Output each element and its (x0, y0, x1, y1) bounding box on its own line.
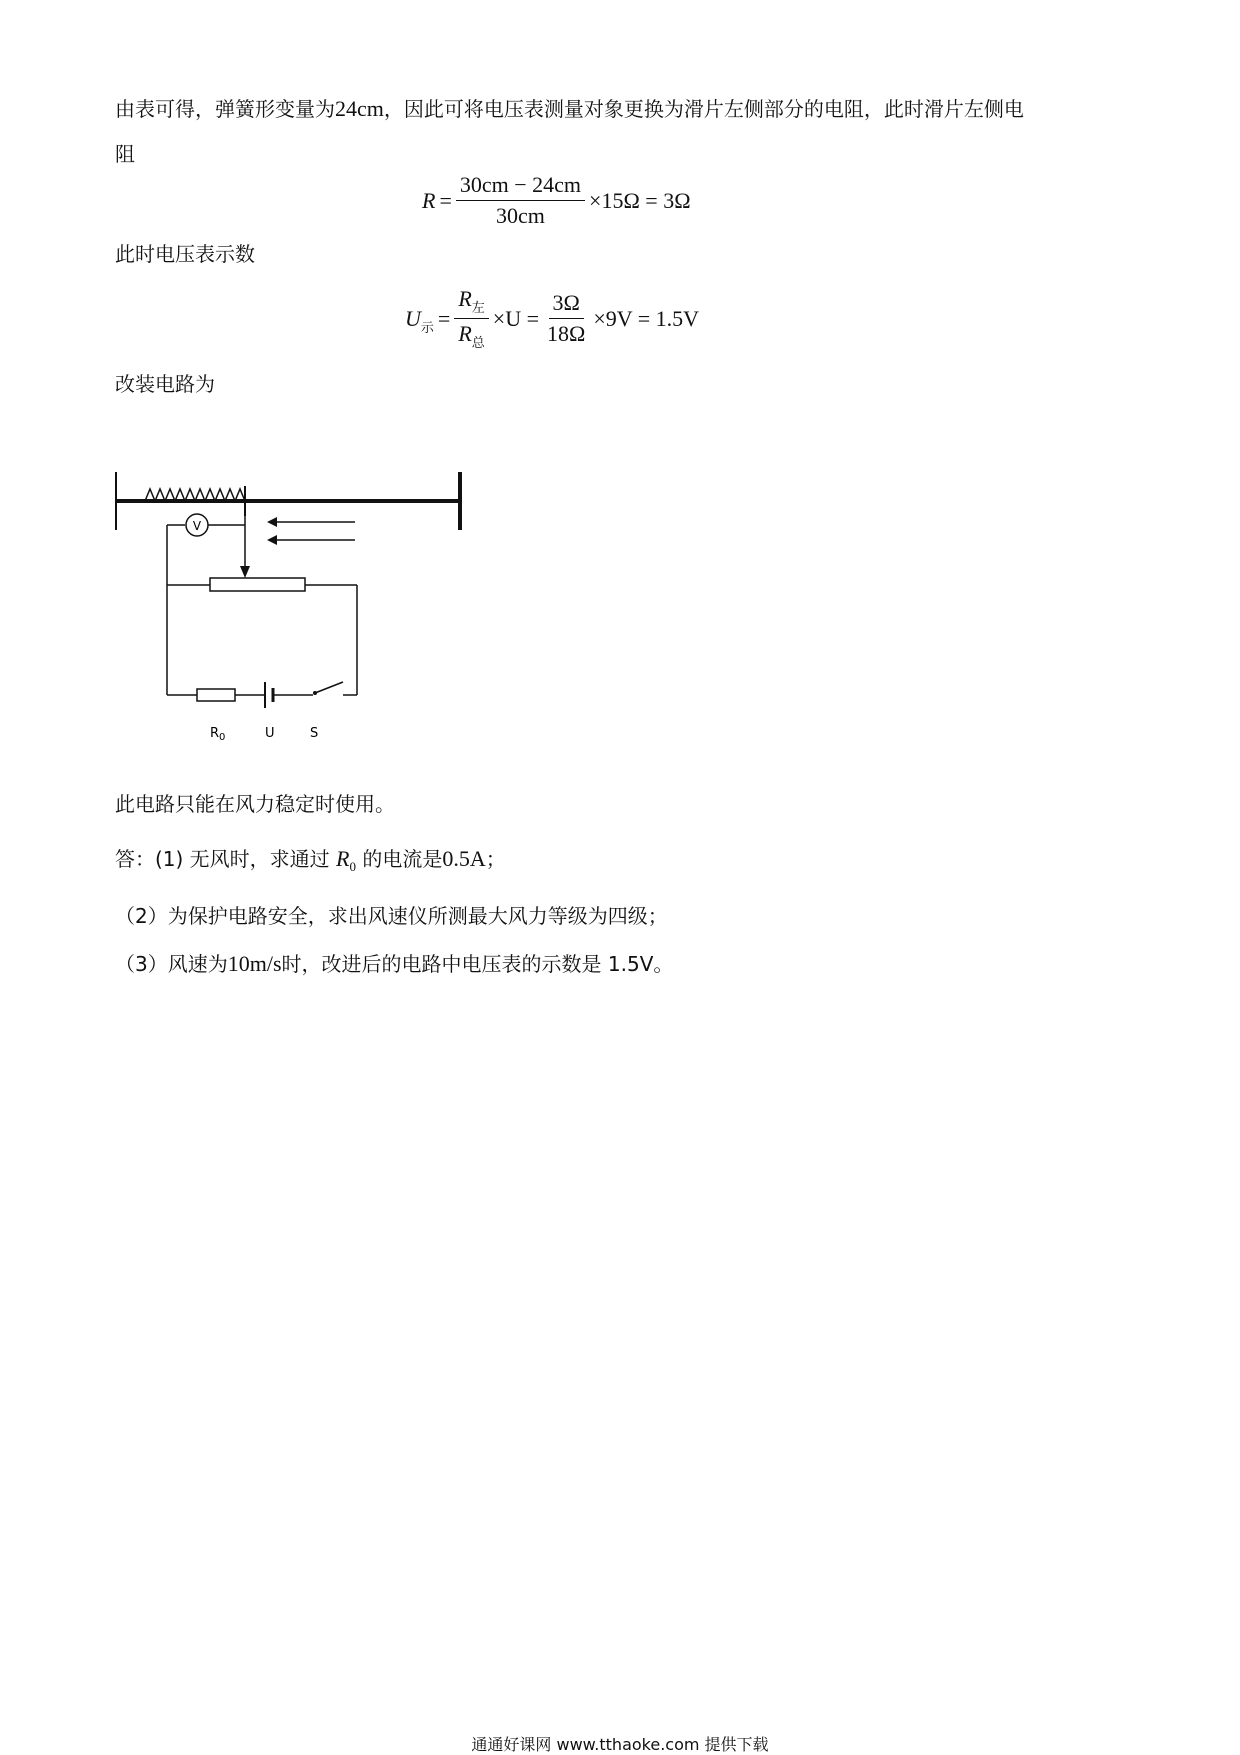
paragraph-modified-circuit: 改装电路为 (115, 372, 215, 396)
answer-3: （3）风速为10m/s时，改进后的电路中电压表的示数是 1.5V。 (115, 951, 674, 976)
eq2-equals: = (437, 305, 451, 331)
voltmeter-label: V (192, 519, 202, 533)
eq2-numerator-value: 3Ω (549, 290, 584, 319)
eq2-mid: ×U = (492, 305, 539, 331)
eq2-fraction-values (543, 290, 589, 347)
eq2-denominator: $R_总$ (458, 321, 485, 351)
eq2-numerator: $R_左$ (454, 286, 488, 319)
eq1-result: ×15Ω = 3Ω (589, 187, 691, 213)
equation-resistance (422, 172, 691, 229)
deformation-value: 24cm (335, 96, 384, 121)
answer-2: （2）为保护电路安全，求出风速仪所测最大风力等级为四级； (115, 904, 668, 928)
eq1-numerator: 30cm − 24cm (456, 172, 585, 201)
circuit-diagram (115, 460, 475, 770)
eq1-denominator: 30cm (496, 203, 545, 228)
slider-contact-arrow (240, 566, 250, 578)
label-r0: $R_0$ (210, 726, 226, 743)
equation-voltage (405, 286, 699, 351)
paragraph-usage-note: 此电路只能在风力稳定时使用。 (115, 792, 395, 816)
wind-arrow-1-head (267, 517, 277, 527)
paragraph-intro-line2: 阻 (115, 142, 135, 166)
switch-blade (315, 682, 343, 693)
eq2-fraction-ratio (454, 286, 488, 351)
label-u: U (265, 726, 275, 741)
page-footer: 通通好课网 www.tthaoke.com 提供下载 (471, 1735, 769, 1754)
intro-text-cont: ，因此可将电压表测量对象更换为滑片左侧部分的电阻，此时滑片左侧电 (383, 97, 1024, 121)
rheostat (210, 578, 305, 591)
eq1-lhs: R (422, 187, 436, 213)
answer-1-value: 0.5A (442, 846, 486, 871)
eq2-lhs: $U_示$ (405, 305, 434, 336)
eq2-result: ×9V = 1.5V (593, 305, 700, 331)
answer-1: 答：(1) 无风时，求通过 $R_0$ 的电流是0.5A； (115, 846, 506, 874)
answer-3-value: 10m/s (227, 951, 282, 976)
eq1-fraction (456, 172, 585, 229)
resistor-r0 (197, 689, 235, 701)
intro-text: 由表可得，弹簧形变量为 (115, 97, 335, 121)
answer-1-variable: $R_0$ (336, 846, 356, 874)
label-s: S (310, 726, 319, 741)
paragraph-intro (115, 95, 1024, 123)
eq2-denominator-value: 18Ω (547, 321, 586, 346)
wind-arrow-2-head (267, 535, 277, 545)
paragraph-voltmeter-reading: 此时电压表示数 (115, 242, 255, 266)
eq1-equals: = (439, 187, 452, 213)
